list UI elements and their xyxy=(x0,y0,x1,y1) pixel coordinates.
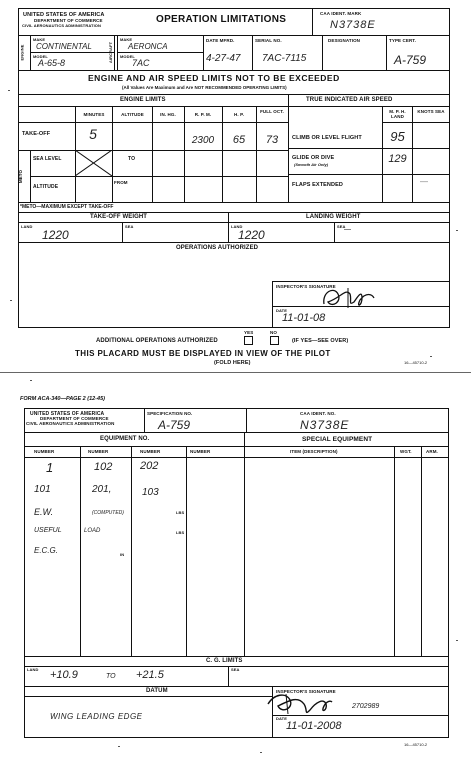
spec-label: SPECIFICATION NO. xyxy=(147,411,193,416)
sea-level-label: SEA LEVEL xyxy=(33,156,62,162)
equip-r1-c2: 102 xyxy=(94,461,113,473)
form2-sig-number: 2702989 xyxy=(352,703,380,710)
form2-caa-value: N3738E xyxy=(300,418,350,432)
takeoff-land-label: LAND xyxy=(21,224,33,229)
takeoff-oct: 73 xyxy=(265,134,279,146)
landing-weight-value: 1220 xyxy=(238,228,265,242)
engine-make-value: CONTINENTAL xyxy=(36,42,92,51)
agency-line-1: UNITED STATES OF AMERICA xyxy=(23,12,105,18)
equip-r5-c1: E.C.G. xyxy=(34,546,59,555)
landing-sea-label: SEA xyxy=(337,224,346,229)
glide-sub: (Smooth Air Only) xyxy=(294,162,329,167)
if-yes-label: (IF YES—SEE OVER) xyxy=(292,338,349,344)
col-rpm: R. P. M. xyxy=(194,112,212,117)
engine-limits-label: ENGINE LIMITS xyxy=(120,97,166,103)
date-mfd-value: 4-27-47 xyxy=(206,53,241,64)
glide-label: GLIDE OR DIVE xyxy=(292,155,335,161)
limits-heading: ENGINE AND AIR SPEED LIMITS NOT TO BE EXCEEDED xyxy=(88,73,340,83)
date-mfd-label: DATE MFRD. xyxy=(206,38,235,43)
special-equipment-label: SPECIAL EQUIPMENT xyxy=(302,436,373,443)
agency-line-3: CIVIL AERONAUTICS ADMINISTRATION xyxy=(22,23,101,28)
col-knots-sea: KNOTS SEA xyxy=(417,109,445,114)
takeoff-sea-label: SEA xyxy=(125,224,134,229)
equip-r4-c3: LBS xyxy=(176,530,185,535)
col-hp: H. P. xyxy=(234,112,244,117)
takeoff-weight-value: 1220 xyxy=(42,228,69,242)
equip-r2-c1: 101 xyxy=(34,484,51,495)
form1-code: 16—45710-2 xyxy=(404,360,428,365)
ops-authorized-label: OPERATIONS AUTHORIZED xyxy=(176,245,259,251)
form2-sig-label: INSPECTOR'S SIGNATURE xyxy=(276,689,336,694)
equip-r5-c3: IN xyxy=(120,552,125,557)
datum-label: DATUM xyxy=(146,688,168,694)
limits-subheading: (All Values Are Maximum and Are NOT RECOMMENDED OPERATING LIMITS) xyxy=(122,85,287,90)
landing-land-label: LAND xyxy=(231,224,243,229)
caa-ident-label: CAA IDENT. MARK xyxy=(320,11,362,16)
meto-to-label: TO xyxy=(128,156,136,162)
agency-line-2: DEPARTMENT OF COMMERCE xyxy=(34,18,103,23)
cg-limits-label: C. G. LIMITS xyxy=(206,658,243,664)
caa-ident-value: N3738E xyxy=(330,19,376,31)
col-arm: ARM. xyxy=(426,449,438,454)
climb-label: CLIMB OR LEVEL FLIGHT xyxy=(292,135,362,141)
equip-r3-c3: LBS xyxy=(176,510,185,515)
cg-from-value: +10.9 xyxy=(50,669,78,681)
designation-label: DESIGNATION xyxy=(328,38,361,43)
equip-r3-c2: (COMPUTED) xyxy=(92,510,124,516)
form-title: OPERATION LIMITATIONS xyxy=(156,14,287,25)
form2-date-value: 11-01-2008 xyxy=(286,720,342,732)
aircraft-side-label: AIRCRAFT xyxy=(108,41,114,64)
meto-label: METO xyxy=(18,169,24,184)
takeoff-weight-label: TAKE-OFF WEIGHT xyxy=(90,214,148,220)
takeoff-rpm: 2300 xyxy=(191,135,215,146)
col-full-oct: FULL OCT. xyxy=(260,109,284,114)
form2-date-label: DATE xyxy=(276,716,287,721)
struck-out-cell xyxy=(75,150,112,176)
tias-label: TRUE INDICATED AIR SPEED xyxy=(306,97,393,103)
col-item: ITEM (DESCRIPTION) xyxy=(290,449,338,454)
no-label: NO xyxy=(270,330,277,335)
sig-date-value: 11-01-08 xyxy=(282,312,326,324)
fold-here: (FOLD HERE) xyxy=(214,360,251,366)
no-checkbox[interactable] xyxy=(270,336,279,345)
spec-value: A-759 xyxy=(158,418,191,432)
col-mph-land: M. P. H. LAND xyxy=(389,109,406,119)
flaps-label: FLAPS EXTENDED xyxy=(292,182,343,188)
col-minutes: MINUTES xyxy=(83,112,105,117)
equip-r2-c3: 103 xyxy=(142,487,159,498)
serial-value: 7AC-7115 xyxy=(262,53,307,64)
equip-r4-c1: USEFUL xyxy=(34,527,62,534)
serial-label: SERIAL NO. xyxy=(255,38,282,43)
placard-notice: THIS PLACARD MUST BE DISPLAYED IN VIEW OF THE PILOT xyxy=(75,349,331,358)
form2-agency-2: DEPARTMENT OF COMMERCE xyxy=(40,416,109,421)
equip-r1-c1: 1 xyxy=(46,460,54,475)
glide-mph: 129 xyxy=(388,153,407,165)
additional-ops-label: ADDITIONAL OPERATIONS AUTHORIZED xyxy=(96,338,218,344)
sig-date-label: DATE xyxy=(276,308,287,313)
climb-mph: 95 xyxy=(390,129,405,144)
col-number-4: NUMBER xyxy=(190,449,211,454)
col-number-2: NUMBER xyxy=(88,449,109,454)
meto-note: *METO—MAXIMUM EXCEPT TAKE-OFF xyxy=(20,204,114,210)
landing-sea-dash: — xyxy=(344,226,351,233)
engine-side-label: ENGINE xyxy=(19,44,25,61)
equip-r4-c2: LOAD xyxy=(84,528,101,534)
aircraft-make-value: AERONCA xyxy=(128,42,168,51)
inspector-signature xyxy=(318,282,378,312)
fold-line xyxy=(0,372,471,373)
cg-sea-label: SEA xyxy=(231,667,240,672)
landing-weight-label: LANDING WEIGHT xyxy=(306,214,361,220)
form2-agency-3: CIVIL AERONAUTICS ADMINISTRATION xyxy=(26,421,115,426)
meto-from-label: FROM xyxy=(114,180,128,185)
yes-label: YES xyxy=(244,330,254,335)
takeoff-hp: 65 xyxy=(232,134,246,146)
cg-land-label: LAND xyxy=(27,667,39,672)
form2-inspector-signature xyxy=(264,690,336,718)
yes-checkbox[interactable] xyxy=(244,336,253,345)
equip-r1-c3: 202 xyxy=(140,460,159,472)
col-wgt: WGT. xyxy=(400,449,412,454)
engine-model-label: MODEL xyxy=(33,54,48,59)
datum-value: WING LEADING EDGE xyxy=(50,712,143,721)
col-altitude: ALTITUDE xyxy=(121,112,144,117)
form2-header: FORM ACA-340—PAGE 2 (12-45) xyxy=(20,396,105,402)
equip-r3-c1: E.W. xyxy=(34,507,54,517)
cg-to-value: +21.5 xyxy=(136,669,164,681)
type-cert-value: A-759 xyxy=(394,53,427,67)
type-cert-label: TYPE CERT. xyxy=(389,38,417,43)
takeoff-label: TAKE-OFF xyxy=(22,131,51,137)
aircraft-make-label: MAKE xyxy=(120,37,133,42)
col-number-3: NUMBER xyxy=(140,449,161,454)
inspector-sig-label: INSPECTOR'S SIGNATURE xyxy=(276,284,336,289)
aircraft-model-value: 7AC xyxy=(132,58,150,68)
equipment-no-label: EQUIPMENT NO. xyxy=(100,436,150,442)
aircraft-model-label: MODEL xyxy=(120,54,135,59)
col-in-hg: IN. HG. xyxy=(160,112,176,117)
col-number-1: NUMBER xyxy=(34,449,55,454)
form2-caa-label: CAA IDENT. NO. xyxy=(300,411,336,416)
meto-altitude-label: ALTITUDE xyxy=(33,184,59,190)
flaps-mark: — xyxy=(420,177,428,186)
engine-make-label: MAKE xyxy=(33,37,46,42)
form2-code: 16—45710-2 xyxy=(404,742,428,747)
form2-agency-1: UNITED STATES OF AMERICA xyxy=(30,411,105,417)
engine-model-value: A-65-8 xyxy=(38,58,66,68)
cg-to-word: TO xyxy=(106,673,116,680)
takeoff-minutes: 5 xyxy=(89,126,97,142)
equip-r2-c2: 201, xyxy=(92,484,112,495)
